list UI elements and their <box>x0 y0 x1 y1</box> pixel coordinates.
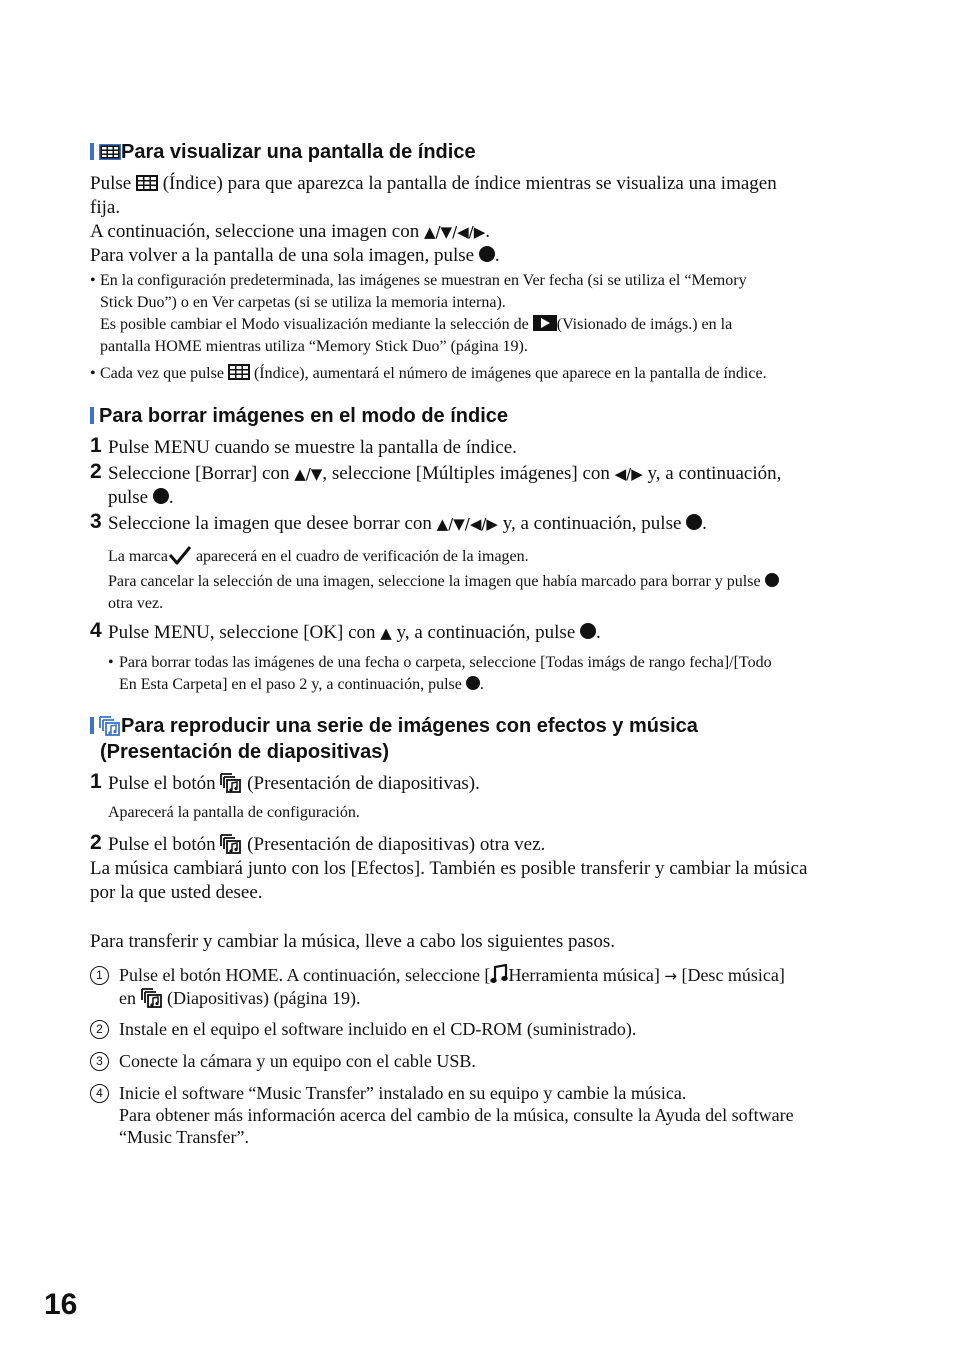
bullet: • <box>90 365 96 382</box>
section-heading-delete <box>90 403 508 429</box>
section-heading-slideshow <box>90 713 910 765</box>
index-note-list <box>90 270 890 385</box>
text: Pulse MENU cuando se muestre la pantalla de índice. <box>108 437 517 458</box>
text: (Presentación de diapositivas). <box>247 773 480 794</box>
center-button-icon <box>686 514 702 530</box>
step-item <box>90 772 890 796</box>
text: . <box>596 622 601 643</box>
arrow-right-icon: → <box>664 967 677 985</box>
text: Pulse el botón <box>108 834 216 855</box>
heading-text-line2: (Presentación de diapositivas) <box>100 741 389 763</box>
section-heading-index <box>90 139 476 165</box>
list-item <box>90 1082 890 1148</box>
step-number: 1 <box>90 770 102 793</box>
text: Para borrar todas las imágenes de una fecha o carpeta, seleccione [Todas imágs de rango fecha]/[Todo <box>119 654 772 671</box>
list-item <box>90 270 890 358</box>
text: Pulse MENU, seleccione [OK] con <box>108 622 376 643</box>
text: y, a continuación, pulse <box>502 513 682 534</box>
text: . <box>702 513 707 534</box>
page-number: 16 <box>44 1288 78 1321</box>
direction-arrows-icon: ▲/▼/◀/▶ <box>436 515 498 533</box>
center-button-icon <box>765 573 779 587</box>
text: Pulse <box>90 173 132 194</box>
text: otra vez. <box>108 595 164 612</box>
list-item <box>90 363 890 385</box>
heading-accent-bar <box>90 407 94 424</box>
list-item <box>90 964 890 1009</box>
index-paragraph <box>90 172 880 268</box>
text: (Visionado de imágs.) en la <box>556 316 733 333</box>
text: La marca <box>108 548 168 565</box>
step-number: 2 <box>90 460 102 483</box>
text: (Diapositivas) (página 19). <box>167 988 361 1008</box>
text: La música cambiará junto con los [Efectos]. También es posible transferir y cambiar la música <box>90 858 808 879</box>
text: y, a continuación, <box>647 463 782 484</box>
heading-accent-bar <box>90 717 94 734</box>
circled-number: 2 <box>90 1020 109 1039</box>
text: A continuación, seleccione una imagen con <box>90 221 420 242</box>
step-item <box>90 462 890 510</box>
text: (Presentación de diapositivas) otra vez. <box>247 834 546 855</box>
text: pantalla HOME mientras utiliza “Memory Stick Duo” (página 19). <box>100 338 528 355</box>
list-item <box>90 1050 890 1072</box>
text: En Esta Carpeta] en el paso 2 y, a continuación, pulse <box>119 676 462 693</box>
text: Es posible cambiar el Modo visualización mediante la selección de <box>100 316 529 333</box>
bullet: • <box>90 272 96 289</box>
text: Conecte la cámara y un equipo con el cable USB. <box>119 1051 476 1071</box>
step-item <box>90 512 890 536</box>
index-icon <box>136 175 158 191</box>
text: Cada vez que pulse <box>100 365 224 382</box>
text: Stick Duo”) o en Ver carpetas (si se utiliza la memoria interna). <box>100 294 506 311</box>
heading-text: Para reproducir una serie de imágenes con efectos y música <box>121 715 698 737</box>
step4-note <box>108 652 888 696</box>
slideshow-icon <box>141 988 163 1008</box>
text: aparecerá en el cuadro de verificación de la imagen. <box>195 548 529 565</box>
text: Seleccione la imagen que desee borrar con <box>108 513 432 534</box>
text: Para obtener más información acerca del cambio de la música, consulte la Ayuda del software <box>119 1105 794 1125</box>
circled-number: 1 <box>90 966 109 985</box>
text: Instale en el equipo el software incluido en el CD-ROM (suministrado). <box>119 1019 637 1039</box>
delete-steps <box>90 436 890 536</box>
text: . <box>485 221 491 242</box>
slideshow-icon <box>220 773 242 793</box>
index-icon <box>228 364 250 380</box>
step-number: 4 <box>90 619 102 642</box>
up-arrow-icon: ▲ <box>380 624 392 642</box>
text: . <box>168 487 174 508</box>
bullet: • <box>108 654 114 671</box>
center-button-icon <box>580 623 596 639</box>
text: Para volver a la pantalla de una sola imagen, pulse <box>90 245 475 266</box>
list-item <box>108 652 888 696</box>
text: Inicie el software “Music Transfer” instalado en su equipo y cambie la música. <box>119 1083 687 1103</box>
text: Pulse el botón HOME. A continuación, seleccione [ <box>119 965 491 985</box>
step-number: 1 <box>90 434 102 457</box>
music-note-icon <box>490 964 508 984</box>
text: Para cancelar la selección de una imagen, seleccione la imagen que había marcado para borrar y pulse <box>108 573 761 590</box>
center-button-icon <box>466 676 480 690</box>
step-item <box>90 436 890 460</box>
text: Pulse el botón <box>108 773 216 794</box>
text: “Music Transfer”. <box>119 1127 249 1147</box>
step-item <box>90 833 890 857</box>
heading-text: Para borrar imágenes en el modo de índice <box>99 405 509 427</box>
step-number: 2 <box>90 831 102 854</box>
slideshow-icon <box>99 716 121 736</box>
step-number: 3 <box>90 510 102 533</box>
updown-arrows-icon: ▲/▼ <box>294 465 323 483</box>
step3-notes <box>108 545 888 615</box>
leftright-arrows-icon: ◀/▶ <box>614 465 643 483</box>
slideshow-note: Aparecerá la pantalla de configuración. <box>108 804 360 821</box>
text: por la que usted desee. <box>90 882 263 903</box>
heading-accent-bar <box>90 143 94 160</box>
text: en <box>119 988 136 1008</box>
circled-number: 3 <box>90 1052 109 1071</box>
text: [Desc música] <box>681 965 785 985</box>
center-button-icon <box>479 246 495 262</box>
checkmark-icon <box>168 545 192 565</box>
music-intro: Para transferir y cambiar la música, lleve a cabo los siguientes pasos. <box>90 931 615 952</box>
text: Herramienta música] <box>508 965 660 985</box>
text: Seleccione [Borrar] con <box>108 463 290 484</box>
list-item <box>90 1018 890 1040</box>
text: fija. <box>90 197 121 218</box>
slideshow-icon <box>220 834 242 854</box>
heading-text: Para visualizar una pantalla de índice <box>121 141 476 163</box>
text: . <box>479 676 484 693</box>
slideshow-step-2 <box>90 833 890 905</box>
text: y, a continuación, pulse <box>396 622 576 643</box>
playback-icon <box>533 315 557 331</box>
delete-step-4 <box>90 621 890 645</box>
index-icon <box>99 144 121 160</box>
music-steps <box>90 964 890 1148</box>
text: pulse <box>108 487 149 508</box>
text: (Índice) para que aparezca la pantalla de índice mientras se visualiza una imagen <box>162 173 777 194</box>
direction-arrows-icon: ▲/▼/◀/▶ <box>423 223 486 241</box>
text: . <box>494 245 500 266</box>
circled-number: 4 <box>90 1084 109 1103</box>
slideshow-step-1 <box>90 772 890 796</box>
text: En la configuración predeterminada, las imágenes se muestran en Ver fecha (si se utiliza el “Memory <box>100 272 747 289</box>
center-button-icon <box>153 488 169 504</box>
text: (Índice), aumentará el número de imágenes que aparece en la pantalla de índice. <box>253 365 767 382</box>
step-item <box>90 621 890 645</box>
text: , seleccione [Múltiples imágenes] con <box>322 463 610 484</box>
